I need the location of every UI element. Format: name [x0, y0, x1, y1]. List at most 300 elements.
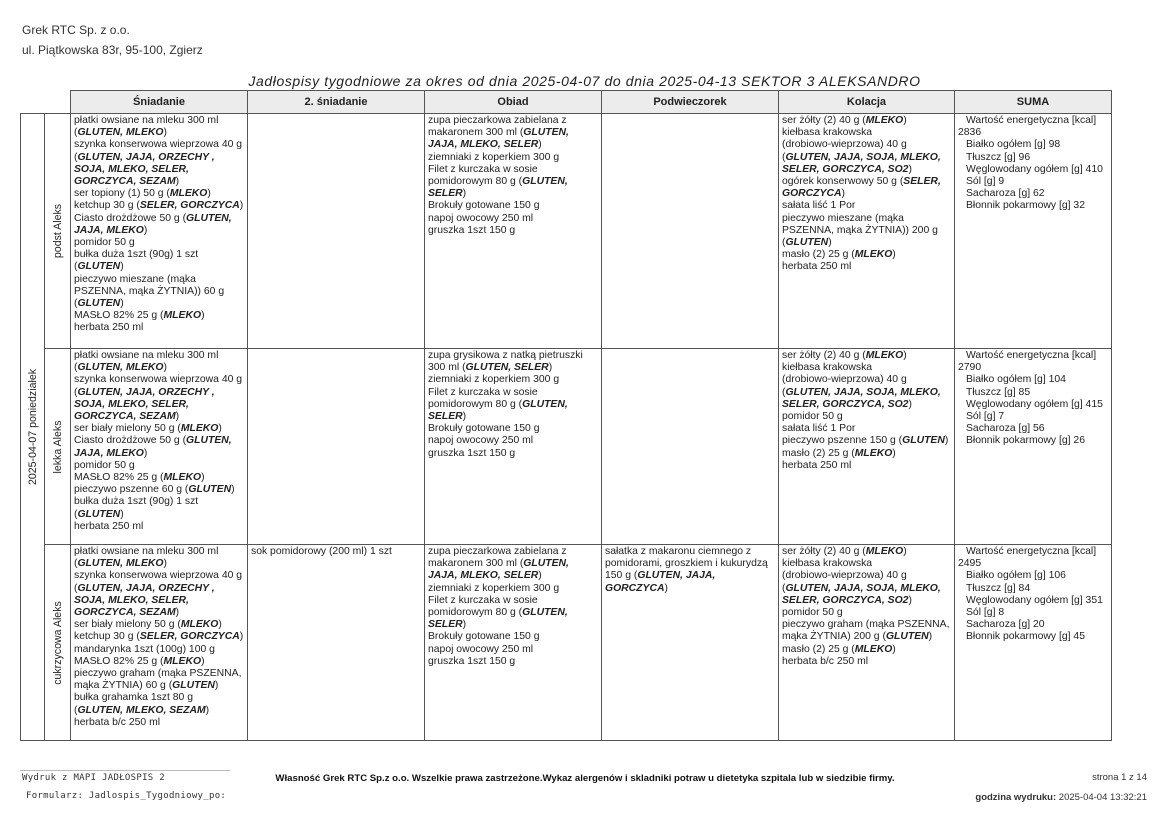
allergen-text: GLUTEN: [885, 631, 929, 643]
dish-line: [428, 583, 598, 595]
dish-line: [74, 176, 244, 188]
dish-line: [74, 274, 244, 286]
allergen-text: GLUTEN,: [186, 212, 232, 224]
diet-name-cell: [45, 545, 71, 741]
header-row: [21, 91, 1112, 114]
dish-text: płatki owsiane na mleku 300 ml: [74, 115, 219, 126]
dish-text: napoj owocowy 250 ml: [428, 435, 534, 447]
nutrition-line: Sól [g] 7: [966, 411, 1005, 423]
dish-line: [782, 448, 951, 460]
dish-line: [428, 595, 598, 607]
allergen-text: MLEKO: [854, 643, 893, 655]
dish-text: ): [239, 631, 244, 643]
dish-text: Brokuły gotowane 150 g: [428, 200, 540, 212]
nutrition-line: Sól [g] 9: [966, 176, 1005, 188]
allergen-text: MLEKO: [865, 546, 904, 557]
dish-line: [74, 607, 244, 619]
dish-text: ): [218, 423, 222, 435]
diet-name: cukrzycowa Aleks: [51, 600, 64, 685]
dish-text: ziemniaki z koperkiem 300 g: [428, 582, 560, 594]
dish-line: [428, 558, 598, 570]
dish-text: ): [908, 163, 912, 175]
summary-cell: [955, 545, 1112, 741]
dish-text: pomidor 50 g: [782, 607, 843, 619]
dish-text: pomidor 50 g: [782, 411, 843, 423]
day-label: 2025-04-07 poniedziałek: [26, 368, 39, 486]
dish-line: [428, 362, 598, 374]
dish-line: [782, 644, 951, 656]
dish-text: (: [782, 237, 786, 249]
column-header-suma: SUMA: [955, 91, 1112, 114]
dish-line: [74, 692, 244, 704]
dish-line: [74, 115, 244, 127]
dish-text: mandarynka 1szt (100g) 100 g: [74, 643, 215, 655]
dish-line: [74, 472, 244, 484]
allergen-text: GLUTEN,: [522, 607, 568, 619]
allergen-text: SOJA, MLEKO, SELER,: [74, 594, 189, 606]
dish-line: [782, 631, 951, 643]
dish-text: Ciasto drożdżowe 50 g (: [74, 212, 187, 224]
dish-text: (: [782, 386, 786, 398]
diet-name: podst Aleks: [51, 203, 64, 259]
allergen-text: GORCZYCA, SEZAM: [74, 411, 176, 423]
dish-line: [428, 213, 598, 225]
dish-text: ): [143, 447, 148, 459]
dish-line: [428, 546, 598, 558]
dish-text: ): [175, 176, 180, 188]
dish-line: [428, 127, 598, 139]
dish-text: ketchup 30 g (: [74, 631, 140, 643]
dish-text: (: [74, 508, 78, 520]
dish-line: [782, 619, 951, 631]
dish-line: [74, 411, 244, 423]
dish-text: ketchup 30 g (: [74, 200, 140, 212]
allergen-text: GLUTEN: [77, 508, 121, 520]
allergen-text: JAJA, MLEKO, SELER: [428, 139, 539, 151]
diet-name-cell: [45, 114, 71, 349]
dish-text: ): [175, 607, 180, 619]
allergen-text: GLUTEN, MLEKO: [77, 362, 164, 374]
dish-text: ): [908, 594, 912, 606]
dish-text: ): [201, 655, 205, 667]
allergen-text: GLUTEN: [188, 484, 232, 496]
dish-text: (drobiowo-wieprzowa) 40 g: [782, 570, 907, 582]
dish-line: [782, 188, 951, 200]
dish-line: [74, 423, 244, 435]
dish-line: [74, 631, 244, 643]
dish-text: (: [74, 298, 78, 310]
dish-text: Brokuły gotowane 150 g: [428, 423, 540, 435]
nutrition-line: Węglowodany ogółem [g] 410: [966, 163, 1103, 175]
dish-line: [782, 656, 951, 668]
dish-line: [74, 619, 244, 631]
dish-text: (: [74, 558, 78, 570]
dish-text: 150 g (: [605, 570, 638, 582]
meal-cell-drugie-sniadanie: [248, 349, 425, 545]
dish-line: [782, 164, 951, 176]
allergen-text: SOJA, MLEKO, SELER,: [74, 163, 189, 175]
dish-line: [782, 115, 951, 127]
dish-line: [74, 237, 244, 249]
dish-text: mąka ŻYTNIA) 200 g (: [782, 631, 886, 643]
header-spacer: [45, 91, 71, 114]
dish-text: ): [205, 704, 210, 716]
meal-cell-kolacja: [779, 114, 955, 349]
dish-text: pomidorowym 80 g (: [428, 607, 523, 619]
diet-name: lekka Aleks: [51, 420, 64, 473]
diet-row: [21, 349, 1112, 545]
dish-line: [74, 188, 244, 200]
allergen-text: GORCZYCA, SEZAM: [74, 607, 176, 619]
dish-line: [74, 387, 244, 399]
dish-text: pieczywo pszenne 150 g (: [782, 435, 903, 447]
nutrition-line: Białko ogółem [g] 104: [966, 374, 1066, 386]
dish-text: herbata b/c 250 ml: [74, 716, 161, 728]
header-spacer: [21, 91, 45, 114]
allergen-text: SELER: [428, 619, 463, 631]
dish-text: 300 ml (: [428, 362, 466, 374]
dish-line: [74, 139, 244, 151]
dish-text: pieczywo graham (mąka PSZENNA,: [782, 619, 950, 631]
column-header-podwieczorek: Podwieczorek: [602, 91, 779, 114]
dish-line: [74, 448, 244, 460]
dish-text: napoj owocowy 250 ml: [428, 212, 534, 224]
dish-line: [428, 176, 598, 188]
menu-table: [20, 90, 1112, 741]
print-time-label: godzina wydruku:: [975, 792, 1057, 803]
dish-text: gruszka 1szt 150 g: [428, 224, 516, 236]
dish-text: (drobiowo-wieprzowa) 40 g: [782, 139, 907, 151]
dish-text: ): [892, 643, 896, 655]
allergen-text: GLUTEN: [902, 435, 945, 447]
dish-line: [428, 570, 598, 582]
dish-text: ): [903, 546, 907, 557]
dish-line: [428, 225, 598, 237]
allergen-text: SOJA, MLEKO, SELER,: [74, 398, 189, 410]
dish-line: [428, 607, 598, 619]
allergen-text: GLUTEN: [77, 298, 121, 310]
dish-text: ): [928, 631, 933, 643]
dish-text: ): [892, 447, 896, 459]
allergen-text: GLUTEN,: [522, 398, 568, 410]
allergen-text: GORCZYCA: [605, 582, 665, 594]
dish-line: [74, 509, 244, 521]
nutrition-line: Węglowodany ogółem [g] 415: [966, 398, 1103, 410]
day-cell: [21, 114, 45, 741]
dish-text: masło (2) 25 g (: [782, 249, 855, 261]
dish-line: [74, 200, 244, 212]
dish-line: [428, 631, 598, 643]
dish-text: ser żółty (2) 40 g (: [782, 350, 866, 361]
dish-line: [782, 139, 951, 151]
allergen-text: GLUTEN: [172, 680, 215, 692]
dish-text: Ciasto drożdżowe 50 g (: [74, 435, 187, 447]
dish-line: [74, 213, 244, 225]
dish-line: [74, 225, 244, 237]
allergen-text: SELER, GORCZYCA: [139, 631, 240, 643]
ownership-notice: Własność Grek RTC Sp.z o.o. Wszelkie prawa zastrzeżone.Wykaz alergenów i skladniki potraw u dietetyka szpitala lub w siedzibie firmy.: [275, 773, 895, 784]
dish-line: [428, 644, 598, 656]
dish-line: [74, 583, 244, 595]
dish-text: sałatka z makaronu ciemnego z: [605, 546, 752, 557]
dish-text: gruszka 1szt 150 g: [428, 447, 516, 459]
dish-line: [782, 399, 951, 411]
allergen-text: GLUTEN,: [523, 127, 569, 139]
dish-text: sałata liść 1 Por: [782, 423, 856, 435]
dish-text: ): [903, 115, 907, 126]
nutrition-line: Tłuszcz [g] 84: [966, 582, 1031, 594]
dish-text: (: [74, 127, 78, 139]
dish-text: bułka duża 1szt (90g) 1 szt: [74, 249, 199, 261]
dish-line: [74, 286, 244, 298]
nutrition-line: 2836: [958, 127, 982, 139]
dish-line: [428, 350, 598, 362]
summary-cell: [955, 349, 1112, 545]
dish-line: [782, 558, 951, 570]
column-header-kolacja: Kolacja: [779, 91, 955, 114]
column-header-drugie-sniadanie: 2. śniadanie: [248, 91, 425, 114]
summary-cell: [955, 114, 1112, 349]
page-info: strona 1 z 14: [1092, 772, 1147, 783]
dish-text: masło (2) 25 g (: [782, 447, 855, 459]
dish-text: ): [120, 298, 124, 310]
dish-line: [782, 546, 951, 558]
dish-line: [782, 362, 951, 374]
allergen-text: GLUTEN: [785, 237, 829, 249]
dish-text: Filet z kurczaka w sosie: [428, 594, 538, 606]
allergen-text: GLUTEN,: [522, 176, 568, 188]
dish-line: [782, 570, 951, 582]
dish-line: [428, 200, 598, 212]
dish-text: ): [120, 508, 124, 520]
nutrition-line: Błonnik pokarmowy [g] 45: [966, 631, 1085, 643]
meal-cell-sniadanie: [71, 114, 248, 349]
dish-line: [782, 607, 951, 619]
nutrition-line: Błonnik pokarmowy [g] 26: [966, 435, 1085, 447]
dish-text: pomidorowym 80 g (: [428, 398, 523, 410]
allergen-text: GLUTEN, JAJA,: [637, 570, 716, 582]
dish-line: [428, 656, 598, 668]
dish-text: ): [163, 362, 167, 374]
dish-text: pomidorowym 80 g (: [428, 176, 523, 188]
nutrition-line: Sól [g] 8: [966, 607, 1005, 619]
dish-text: płatki owsiane na mleku 300 ml: [74, 546, 219, 557]
page-title: Jadłospisy tygodniowe za okres od dnia 2025-04-07 do dnia 2025-04-13 SEKTOR 3 ALEKSANDRO: [248, 73, 921, 89]
nutrition-line: 2790: [958, 362, 982, 374]
dish-text: masło (2) 25 g (: [782, 643, 855, 655]
dish-line: [782, 261, 951, 273]
dish-text: gruszka 1szt 150 g: [428, 655, 516, 667]
allergen-text: MLEKO: [865, 350, 904, 361]
dish-text: Brokuły gotowane 150 g: [428, 631, 540, 643]
meal-cell-sniadanie: [71, 349, 248, 545]
diet-row: [21, 114, 1112, 349]
dish-text: makaronem 300 ml (: [428, 127, 524, 139]
dish-text: zupa pieczarkowa zabielana z: [428, 546, 567, 557]
dish-line: [251, 546, 421, 558]
dish-line: [74, 521, 244, 533]
dish-text: ): [538, 570, 542, 582]
dish-text: ziemniaki z koperkiem 300 g: [428, 151, 560, 163]
dish-line: [782, 595, 951, 607]
nutrition-line: Sacharoza [g] 62: [966, 188, 1045, 200]
dish-text: ): [214, 680, 219, 692]
dish-line: [74, 322, 244, 334]
nutrition-line: Tłuszcz [g] 96: [966, 151, 1031, 163]
dish-text: ): [903, 350, 907, 361]
dish-line: [428, 619, 598, 631]
dish-line: [428, 411, 598, 423]
dish-line: [782, 350, 951, 362]
allergen-text: MLEKO: [163, 310, 202, 322]
dish-line: [428, 399, 598, 411]
dish-text: PSZENNA, mąka ŻYTNIA)) 60 g: [74, 285, 225, 297]
meal-cell-obiad: [425, 349, 602, 545]
allergen-text: GLUTEN, SELER: [465, 362, 549, 374]
print-time: [975, 792, 1147, 803]
dish-line: [74, 362, 244, 374]
dish-text: zupa grysikowa z natką pietruszki: [428, 350, 583, 361]
dish-text: napoj owocowy 250 ml: [428, 643, 534, 655]
dish-text: pieczywo graham (mąka PSZENNA,: [74, 668, 242, 680]
dish-text: pomidor 50 g: [74, 459, 135, 471]
dish-text: ser biały mielony 50 g (: [74, 619, 181, 631]
allergen-text: MLEKO: [163, 655, 202, 667]
dish-text: mąka ŻYTNIA) 60 g (: [74, 680, 173, 692]
dish-line: [782, 213, 951, 225]
dish-text: makaronem 300 ml (: [428, 558, 524, 570]
allergen-text: GLUTEN, JAJA, ORZECHY ,: [77, 582, 215, 594]
dish-text: ): [664, 582, 668, 594]
dish-line: [782, 176, 951, 188]
allergen-text: SELER, GORCZYCA, SO2: [782, 163, 909, 175]
meal-cell-kolacja: [779, 349, 955, 545]
nutrition-line: Sacharoza [g] 20: [966, 619, 1045, 631]
meal-cell-kolacja: [779, 545, 955, 741]
dish-line: [428, 152, 598, 164]
nutrition-line: Sacharoza [g] 56: [966, 423, 1045, 435]
dish-line: [782, 387, 951, 399]
allergen-text: JAJA, MLEKO: [74, 447, 144, 459]
dish-text: ser żółty (2) 40 g (: [782, 115, 866, 126]
dish-text: pieczywo pszenne 60 g (: [74, 484, 189, 496]
dish-line: [74, 668, 244, 680]
dish-line: [74, 310, 244, 322]
dish-text: ): [462, 188, 467, 200]
nutrition-line: Wartość energetyczna [kcal]: [966, 115, 1097, 126]
allergen-text: MLEKO: [169, 188, 208, 200]
allergen-text: GLUTEN,: [186, 435, 232, 447]
dish-line: [74, 399, 244, 411]
printout-label: Wydruk z MAPI JADŁOSPIS 2: [22, 773, 165, 783]
dish-text: MASŁO 82% 25 g (: [74, 310, 164, 322]
dish-line: [74, 261, 244, 273]
meal-cell-podwieczorek: [602, 114, 779, 349]
dish-text: pomidorami, groszkiem i kukurydzą: [605, 558, 768, 570]
column-header-obiad: Obiad: [425, 91, 602, 114]
allergen-text: SELER,: [903, 176, 941, 188]
company-name: Grek RTC Sp. z o.o.: [22, 23, 130, 37]
dish-text: ): [231, 484, 235, 496]
dish-text: ser żółty (2) 40 g (: [782, 546, 866, 557]
dish-line: [428, 423, 598, 435]
dish-text: ): [548, 362, 553, 374]
dish-text: bułka grahamka 1szt 80 g: [74, 692, 193, 704]
dish-line: [428, 374, 598, 386]
allergen-text: MLEKO: [854, 447, 893, 459]
dish-text: ser biały mielony 50 g (: [74, 423, 181, 435]
dish-text: ): [207, 188, 211, 200]
allergen-text: GLUTEN, MLEKO: [77, 127, 164, 139]
dish-line: [782, 374, 951, 386]
dish-text: herbata 250 ml: [74, 520, 144, 532]
dish-text: (: [782, 151, 786, 163]
dish-text: ser topiony (1) 50 g (: [74, 188, 170, 200]
diet-row: [21, 545, 1112, 741]
dish-line: [74, 680, 244, 692]
allergen-text: MLEKO: [180, 619, 219, 631]
dish-line: [428, 448, 598, 460]
dish-text: ): [143, 224, 148, 236]
dish-text: (: [782, 582, 786, 594]
dish-line: [428, 435, 598, 447]
dish-line: [605, 558, 775, 570]
dish-line: [782, 583, 951, 595]
print-time-value: 2025-04-04 13:32:21: [1058, 792, 1147, 803]
allergen-text: JAJA, MLEKO, SELER: [428, 570, 539, 582]
meal-cell-sniadanie: [71, 545, 248, 741]
dish-text: MASŁO 82% 25 g (: [74, 655, 164, 667]
dish-line: [74, 546, 244, 558]
dish-text: ): [201, 472, 205, 484]
dish-text: ): [163, 558, 167, 570]
dish-line: [74, 656, 244, 668]
dish-text: Filet z kurczaka w sosie: [428, 386, 538, 398]
dish-text: bułka duża 1szt (90g) 1 szt: [74, 496, 199, 508]
dish-line: [782, 411, 951, 423]
dish-text: (: [74, 582, 78, 594]
meal-cell-drugie-sniadanie: [248, 114, 425, 349]
nutrition-line: Tłuszcz [g] 85: [966, 386, 1031, 398]
dish-line: [74, 152, 244, 164]
dish-text: ): [908, 398, 912, 410]
allergen-text: JAJA, MLEKO: [74, 224, 144, 236]
dish-text: ziemniaki z koperkiem 300 g: [428, 374, 560, 386]
dish-line: [428, 115, 598, 127]
dish-text: (: [74, 386, 78, 398]
dish-line: [74, 558, 244, 570]
dish-text: szynka konserwowa wieprzowa 40 g: [74, 374, 243, 386]
dish-text: ): [163, 127, 167, 139]
allergen-text: GORCZYCA: [782, 188, 842, 200]
dish-line: [782, 237, 951, 249]
allergen-text: SELER, GORCZYCA: [139, 200, 240, 212]
dish-text: pieczywo mieszane (mąka: [74, 273, 196, 285]
allergen-text: SELER: [428, 188, 463, 200]
dish-text: (drobiowo-wieprzowa) 40 g: [782, 374, 907, 386]
form-label: Formularz: Jadlospis_Tygodniowy_po:: [26, 791, 227, 801]
dish-text: ): [218, 619, 222, 631]
dish-text: ): [892, 249, 896, 261]
nutrition-line: Białko ogółem [g] 98: [966, 139, 1061, 151]
dish-text: kiełbasa krakowska: [782, 558, 873, 570]
dish-text: zupa pieczarkowa zabielana z: [428, 115, 567, 126]
allergen-text: MLEKO: [854, 249, 893, 261]
dish-text: PSZENNA, mąka ŻYTNIA)) 200 g: [782, 224, 938, 236]
dish-text: szynka konserwowa wieprzowa 40 g: [74, 570, 243, 582]
dish-line: [74, 717, 244, 729]
allergen-text: SELER, GORCZYCA, SO2: [782, 594, 909, 606]
